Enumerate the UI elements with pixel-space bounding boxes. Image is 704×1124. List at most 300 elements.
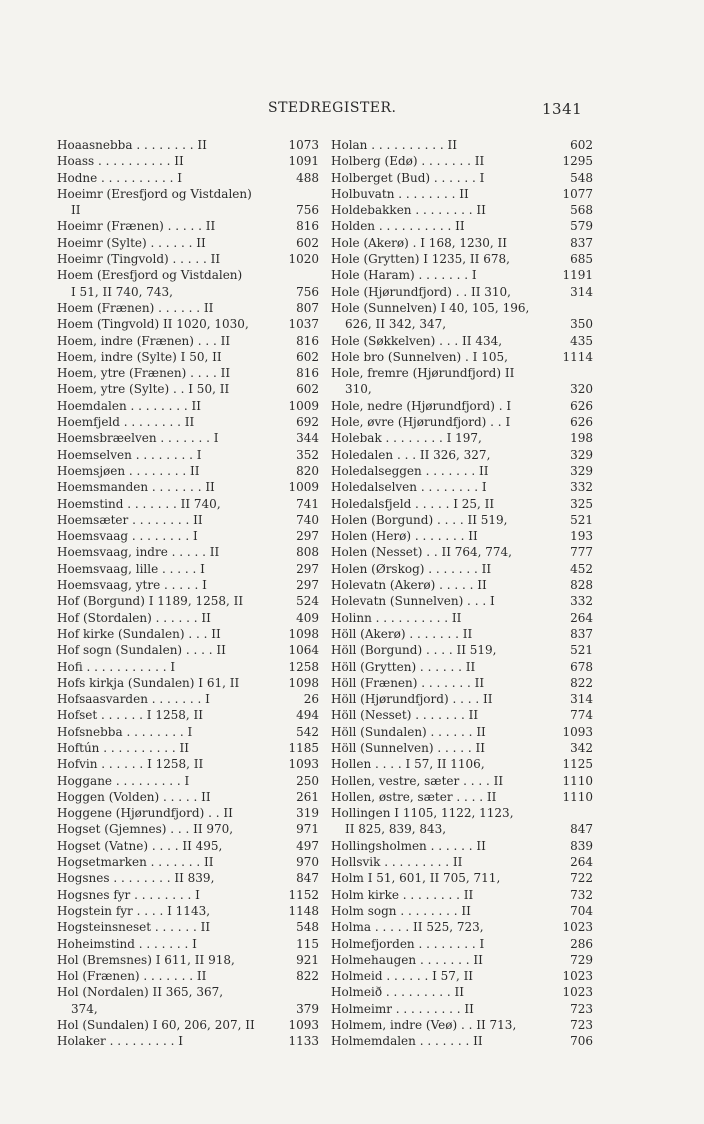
index-entry	[331, 626, 593, 642]
entry-text: Hoem (Frænen) . . . . . . II	[57, 300, 214, 315]
entry-page: 488	[296, 170, 319, 185]
index-entry	[57, 936, 319, 952]
entry-text: Hol (Sundalen) I 60, 206, 207, II	[57, 1018, 255, 1033]
entry-text: Hol (Nordalen) II 365, 367,	[57, 985, 224, 1000]
entry-page: 314	[570, 284, 593, 299]
index-entry	[331, 153, 593, 169]
index-entry	[57, 528, 319, 544]
entry-text: Hoem, ytre (Frænen) . . . . II	[57, 366, 231, 381]
index-entry	[331, 365, 593, 381]
entry-page: 816	[296, 219, 319, 234]
index-entry	[331, 740, 593, 756]
index-entry	[57, 381, 319, 397]
index-entry	[331, 561, 593, 577]
entry-page: 1023	[562, 920, 593, 935]
entry-page: 1152	[288, 887, 319, 902]
entry-text: Hollen . . . . I 57, II 1106,	[331, 757, 485, 772]
entry-text: Holberget (Bud) . . . . . . I	[331, 170, 485, 185]
index-entry	[331, 251, 593, 267]
entry-text: Holm sogn . . . . . . . . II	[331, 903, 471, 918]
index-entry	[331, 870, 593, 886]
index-entry	[331, 610, 593, 626]
index-entry	[57, 984, 319, 1000]
index-entry	[331, 691, 593, 707]
entry-text: Holmemdalen . . . . . . . II	[331, 1034, 483, 1049]
entry-page	[563, 365, 593, 381]
index-entry	[57, 919, 319, 935]
page-header	[0, 100, 704, 120]
index-entry	[331, 398, 593, 414]
entry-page: 704	[570, 903, 593, 918]
entry-page: 626	[570, 415, 593, 430]
entry-text: Holdebakken . . . . . . . . II	[331, 203, 486, 218]
index-entry	[57, 675, 319, 691]
entry-page: 678	[570, 659, 593, 674]
entry-text: Hoeimr (Frænen) . . . . . II	[57, 219, 216, 234]
entry-text: Hoemsæter . . . . . . . . II	[57, 512, 203, 527]
entry-page: 579	[570, 219, 593, 234]
entry-page: 26	[303, 692, 319, 707]
entry-text: Hofset . . . . . . I 1258, II	[57, 708, 204, 723]
entry-text: Holmefjorden . . . . . . . . I	[331, 936, 485, 951]
index-entry	[331, 218, 593, 234]
entry-page: 602	[570, 138, 593, 152]
entry-text: Holen (Borgund) . . . . II 519,	[331, 512, 508, 527]
index-entry	[331, 430, 593, 446]
index-entry	[331, 496, 593, 512]
index-entry	[331, 544, 593, 560]
index-entry	[331, 789, 593, 805]
entry-text: Hole, øvre (Hjørundfjord) . . I	[331, 415, 511, 430]
index-entry	[331, 447, 593, 463]
index-entry	[331, 984, 593, 1000]
index-entry	[57, 838, 319, 854]
entry-page: 602	[296, 382, 319, 397]
entry-text: Höll (Frænen) . . . . . . . II	[331, 675, 485, 690]
entry-text: Hoemsbræelven . . . . . . . I	[57, 431, 219, 446]
index-entry	[57, 267, 319, 283]
index-entry	[331, 202, 593, 218]
index-entry	[331, 773, 593, 789]
entry-page: 352	[296, 447, 319, 462]
index-entry	[331, 512, 593, 528]
index-entry	[57, 903, 319, 919]
entry-text: Hogsetmarken . . . . . . . II	[57, 855, 214, 870]
index-entry	[331, 284, 593, 300]
index-entry	[331, 724, 593, 740]
entry-text: Holma . . . . . II 525, 723,	[331, 920, 484, 935]
entry-text: Hoem, ytre (Sylte) . . I 50, II	[57, 382, 230, 397]
entry-page: 1020	[288, 252, 319, 267]
index-entry	[57, 414, 319, 430]
entry-text: Hol (Bremsnes) I 611, II 918,	[57, 952, 235, 967]
entry-text: Hollen, østre, sæter . . . . II	[331, 789, 497, 804]
entry-text: Holbuvatn . . . . . . . . II	[331, 186, 469, 201]
entry-page: 756	[296, 203, 319, 218]
index-entry	[57, 1001, 319, 1017]
entry-text: Hoemstind . . . . . . . II 740,	[57, 496, 221, 511]
index-entry	[57, 870, 319, 886]
entry-text: Hoemsjøen . . . . . . . . II	[57, 463, 200, 478]
entry-page: 320	[570, 382, 593, 397]
entry-text: Holmem, indre (Veø) . . II 713,	[331, 1018, 517, 1033]
entry-page: 1093	[288, 757, 319, 772]
index-entry	[57, 398, 319, 414]
entry-text: 626, II 342, 347,	[345, 317, 447, 332]
entry-page: 723	[570, 1018, 593, 1033]
entry-page: 193	[570, 529, 593, 544]
index-entry	[57, 952, 319, 968]
entry-page: 379	[296, 1001, 319, 1016]
index-entry	[57, 610, 319, 626]
index-entry	[57, 463, 319, 479]
entry-text: Hofi . . . . . . . . . . . I	[57, 659, 176, 674]
entry-text: II	[71, 203, 81, 218]
entry-page: 332	[570, 594, 593, 609]
index-entry	[57, 186, 319, 202]
entry-page: 921	[296, 952, 319, 967]
entry-text: Holevatn (Akerø) . . . . . II	[331, 578, 487, 593]
entry-text: Holedalen . . . II 326, 327,	[331, 447, 491, 462]
entry-page: 602	[296, 349, 319, 364]
entry-page: 723	[570, 1001, 593, 1016]
entry-page: 837	[570, 626, 593, 641]
entry-text: Hogset (Gjemnes) . . . II 970,	[57, 822, 234, 837]
entry-page: 344	[296, 431, 319, 446]
entry-page: 521	[570, 643, 593, 658]
entry-page: 626	[570, 398, 593, 413]
index-entry	[57, 365, 319, 381]
index-entry	[57, 153, 319, 169]
entry-text: Hoheimstind . . . . . . . I	[57, 936, 197, 951]
index-entry	[57, 561, 319, 577]
entry-text: Hogset (Vatne) . . . . II 495,	[57, 838, 223, 853]
index-entry	[57, 137, 319, 153]
index-entry	[57, 642, 319, 658]
entry-page: 524	[296, 594, 319, 609]
index-entry	[57, 756, 319, 772]
entry-text: Hoggane . . . . . . . . . I	[57, 773, 190, 788]
entry-text: Hoeimr (Eresfjord og Vistdalen)	[57, 186, 252, 201]
entry-page: 602	[296, 235, 319, 250]
index-entry	[57, 577, 319, 593]
entry-page: 816	[296, 333, 319, 348]
index-entry	[57, 887, 319, 903]
entry-text: Hof kirke (Sundalen) . . . II	[57, 626, 221, 641]
entry-text: Holedalsfjeld . . . . . I 25, II	[331, 496, 495, 511]
entry-text: Holmeid . . . . . . I 57, II	[331, 969, 474, 984]
entry-text: Holevatn (Sunnelven) . . . I	[331, 594, 495, 609]
entry-page: 261	[296, 789, 319, 804]
entry-page: 820	[296, 463, 319, 478]
index-entry	[57, 821, 319, 837]
entry-page: 1037	[288, 317, 319, 332]
index-entry	[331, 821, 593, 837]
entry-page	[563, 300, 593, 316]
entry-page: 297	[296, 578, 319, 593]
index-entry	[331, 887, 593, 903]
index-entry	[331, 675, 593, 691]
entry-text: Hole bro (Sunnelven) . I 105,	[331, 349, 508, 364]
index-entry	[331, 1001, 593, 1017]
entry-page: 115	[296, 936, 319, 951]
index-entry	[57, 544, 319, 560]
index-entry	[331, 267, 593, 283]
entry-text: Hoeimr (Tingvold) . . . . . II	[57, 252, 221, 267]
entry-text: Hoemfjeld . . . . . . . . II	[57, 415, 195, 430]
entry-page: 568	[570, 203, 593, 218]
entry-page: 1077	[562, 186, 593, 201]
entry-text: Hoggene (Hjørundfjord) . . II	[57, 806, 233, 821]
entry-text: Hollingsholmen . . . . . . II	[331, 838, 486, 853]
entry-text: Holebak . . . . . . . . I 197,	[331, 431, 482, 446]
entry-text: 374,	[71, 1001, 98, 1016]
index-entry	[57, 284, 319, 300]
entry-text: Holm kirke . . . . . . . . II	[331, 887, 474, 902]
index-entry	[331, 137, 593, 153]
index-entry	[57, 218, 319, 234]
entry-text: Hole (Akerø) . I 168, 1230, II	[331, 235, 507, 250]
entry-page: 1110	[562, 789, 593, 804]
entry-page: 971	[296, 822, 319, 837]
index-entry	[57, 333, 319, 349]
entry-page: 1185	[288, 740, 319, 755]
index-entry	[57, 593, 319, 609]
entry-text: Hof (Stordalen) . . . . . . II	[57, 610, 211, 625]
index-entry	[57, 170, 319, 186]
entry-text: Holinn . . . . . . . . . . II	[331, 610, 462, 625]
entry-page: 329	[570, 447, 593, 462]
entry-text: Hoaasnebba . . . . . . . . II	[57, 138, 207, 152]
entry-page: 286	[570, 936, 593, 951]
index-entry	[57, 496, 319, 512]
index-entry	[57, 805, 319, 821]
entry-page: 692	[296, 415, 319, 430]
index-entry	[331, 805, 593, 821]
entry-page: 847	[296, 871, 319, 886]
index-entry	[331, 170, 593, 186]
entry-page: 521	[570, 512, 593, 527]
index-entry	[57, 479, 319, 495]
index-entry	[331, 528, 593, 544]
entry-text: II 825, 839, 843,	[345, 822, 447, 837]
right-column	[331, 137, 593, 1050]
entry-page: 1064	[288, 643, 319, 658]
entry-text: Hoass . . . . . . . . . . II	[57, 154, 184, 169]
entry-page	[289, 186, 319, 202]
entry-text: Hoemselven . . . . . . . . I	[57, 447, 202, 462]
index-entry	[57, 789, 319, 805]
entry-text: Hogsnes fyr . . . . . . . . I	[57, 887, 200, 902]
entry-page: 741	[296, 496, 319, 511]
entry-page: 264	[570, 855, 593, 870]
index-entry	[57, 349, 319, 365]
index-entry	[331, 235, 593, 251]
index-entry	[331, 642, 593, 658]
index-entry	[331, 854, 593, 870]
index-entry	[57, 740, 319, 756]
entry-page: 314	[570, 692, 593, 707]
entry-text: Holan . . . . . . . . . . II	[331, 138, 457, 152]
entry-text: Hogsteinsneset . . . . . . II	[57, 920, 211, 935]
entry-text: Hollsvik . . . . . . . . . II	[331, 855, 463, 870]
entry-page: 1009	[288, 480, 319, 495]
entry-text: Holden . . . . . . . . . . II	[331, 219, 465, 234]
entry-page: 250	[296, 773, 319, 788]
entry-text: Hoem (Eresfjord og Vistdalen)	[57, 268, 243, 283]
index-entry	[57, 724, 319, 740]
index-entry	[57, 316, 319, 332]
entry-page: 839	[570, 838, 593, 853]
entry-text: Hole (Søkkelven) . . . II 434,	[331, 333, 503, 348]
entry-page: 822	[570, 675, 593, 690]
entry-text: Hofs kirkja (Sundalen) I 61, II	[57, 675, 240, 690]
entry-text: Hollingen I 1105, 1122, 1123,	[331, 806, 514, 821]
entry-page: 1023	[562, 985, 593, 1000]
entry-text: Hollen, vestre, sæter . . . . II	[331, 773, 504, 788]
entry-page: 435	[570, 333, 593, 348]
entry-text: Hoemsmanden . . . . . . . II	[57, 480, 215, 495]
index-entry	[331, 463, 593, 479]
entry-text: Hofsaasvarden . . . . . . . I	[57, 692, 210, 707]
entry-page: 1148	[288, 903, 319, 918]
entry-page: 350	[570, 317, 593, 332]
index-entry	[57, 707, 319, 723]
index-entry	[331, 659, 593, 675]
index-entry	[57, 202, 319, 218]
index-entry	[331, 903, 593, 919]
index-entry	[331, 952, 593, 968]
index-entry	[57, 300, 319, 316]
index-entry	[331, 593, 593, 609]
entry-page: 497	[296, 838, 319, 853]
entry-page: 297	[296, 529, 319, 544]
entry-page: 816	[296, 366, 319, 381]
index-entry	[331, 577, 593, 593]
index-entry	[331, 333, 593, 349]
entry-page: 1258	[288, 659, 319, 674]
entry-page: 1133	[288, 1034, 319, 1049]
entry-page: 706	[570, 1034, 593, 1049]
index-entry	[331, 316, 593, 332]
entry-page: 828	[570, 578, 593, 593]
entry-page: 1009	[288, 398, 319, 413]
entry-text: Holberg (Edø) . . . . . . . II	[331, 154, 485, 169]
entry-page: 808	[296, 545, 319, 560]
index-entry	[57, 626, 319, 642]
index-entry	[331, 414, 593, 430]
entry-text: Hogstein fyr . . . . I 1143,	[57, 903, 211, 918]
entry-text: Hoemsvaag, indre . . . . . II	[57, 545, 220, 560]
index-entry	[331, 936, 593, 952]
index-entry	[331, 1033, 593, 1049]
entry-page: 409	[296, 610, 319, 625]
entry-page: 837	[570, 235, 593, 250]
entry-page: 1023	[562, 969, 593, 984]
index-entry	[331, 349, 593, 365]
entry-page: 729	[570, 952, 593, 967]
entry-page	[563, 805, 593, 821]
entry-text: Hoemsvaag, lille . . . . . I	[57, 561, 205, 576]
entry-text: Holen (Herø) . . . . . . . II	[331, 529, 478, 544]
entry-text: Holaker . . . . . . . . . I	[57, 1034, 184, 1049]
index-entry	[331, 756, 593, 772]
entry-text: Holmehaugen . . . . . . . II	[331, 952, 483, 967]
entry-text: Hole (Hjørundfjord) . . II 310,	[331, 284, 511, 299]
entry-text: Hofvin . . . . . . I 1258, II	[57, 757, 204, 772]
entry-page: 1110	[562, 773, 593, 788]
entry-page: 1093	[288, 1018, 319, 1033]
entry-text: Hole (Sunnelven) I 40, 105, 196,	[331, 300, 530, 315]
entry-page: 264	[570, 610, 593, 625]
entry-text: Hole, fremre (Hjørundfjord) II	[331, 366, 515, 381]
entry-page: 1073	[288, 138, 319, 152]
entry-page: 198	[570, 431, 593, 446]
entry-text: Hodne . . . . . . . . . . I	[57, 170, 183, 185]
index-entry	[57, 691, 319, 707]
entry-page: 1191	[562, 268, 593, 283]
entry-page: 970	[296, 855, 319, 870]
entry-page: 452	[570, 561, 593, 576]
entry-text: Höll (Nesset) . . . . . . . II	[331, 708, 479, 723]
index-entry	[331, 381, 593, 397]
index-entry	[57, 854, 319, 870]
entry-text: Hoeimr (Sylte) . . . . . . II	[57, 235, 206, 250]
entry-page: 297	[296, 561, 319, 576]
entry-page: 685	[570, 252, 593, 267]
entry-text: Holen (Nesset) . . II 764, 774,	[331, 545, 512, 560]
entry-page: 342	[570, 740, 593, 755]
index-entry	[57, 659, 319, 675]
entry-text: Höll (Grytten) . . . . . . II	[331, 659, 476, 674]
entry-text: Hofsnebba . . . . . . . . I	[57, 724, 193, 739]
entry-text: Hogsnes . . . . . . . . II 839,	[57, 871, 215, 886]
entry-page: 822	[296, 969, 319, 984]
entry-text: Höll (Borgund) . . . . II 519,	[331, 643, 497, 658]
entry-text: Hoem, indre (Sylte) I 50, II	[57, 349, 222, 364]
entry-text: Hoem (Tingvold) II 1020, 1030,	[57, 317, 249, 332]
index-entry	[57, 235, 319, 251]
index-entry	[57, 251, 319, 267]
entry-page: 325	[570, 496, 593, 511]
index-entry	[57, 1033, 319, 1049]
entry-page: 1098	[288, 626, 319, 641]
entry-page: 494	[296, 708, 319, 723]
entry-text: Holmeimr . . . . . . . . . II	[331, 1001, 474, 1016]
entry-page: 319	[296, 806, 319, 821]
entry-page: 847	[570, 822, 593, 837]
entry-text: Hoemdalen . . . . . . . . II	[57, 398, 201, 413]
entry-text: Holedalselven . . . . . . . . I	[331, 480, 487, 495]
index-entry	[57, 1017, 319, 1033]
entry-page: 1295	[562, 154, 593, 169]
entry-text: Höll (Hjørundfjord) . . . . II	[331, 692, 493, 707]
entry-page: 756	[296, 284, 319, 299]
entry-page: 332	[570, 480, 593, 495]
entry-text: Hoggen (Volden) . . . . . II	[57, 789, 211, 804]
entry-text: Höll (Sundalen) . . . . . . II	[331, 724, 486, 739]
entry-page	[289, 984, 319, 1000]
entry-page: 807	[296, 300, 319, 315]
index-entry	[331, 1017, 593, 1033]
index-entry	[57, 968, 319, 984]
entry-page: 1114	[562, 349, 593, 364]
entry-text: Hoftún . . . . . . . . . . II	[57, 740, 189, 755]
index-entry	[57, 773, 319, 789]
entry-text: Höll (Akerø) . . . . . . . II	[331, 626, 473, 641]
index-entry	[57, 447, 319, 463]
entry-text: Hoemsvaag . . . . . . . . I	[57, 529, 198, 544]
